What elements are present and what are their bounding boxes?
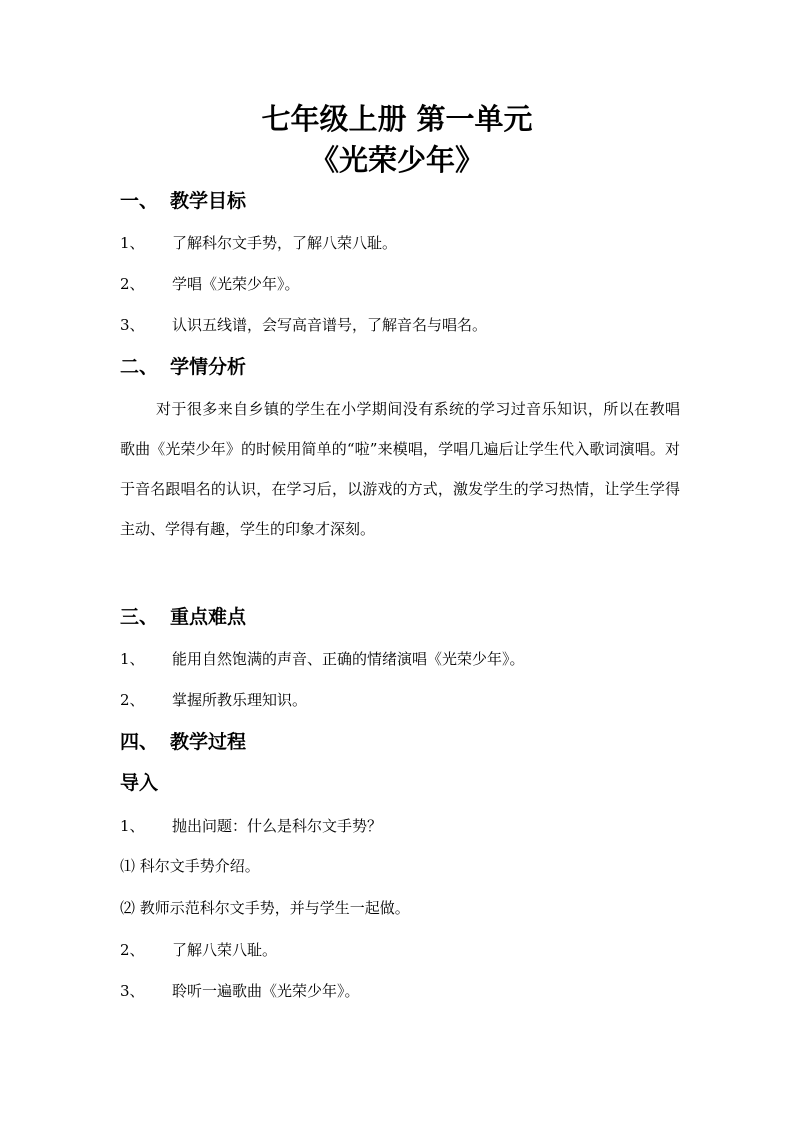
section-label: 重点难点 [170,606,247,628]
list-subitem [120,855,680,877]
list-item [120,815,680,837]
item-number: 1、 [120,234,145,252]
section-heading-analysis [120,354,680,380]
section-number: 二、 [120,356,159,378]
item-text: 学唱《光荣少年》。 [172,275,300,293]
list-item [120,273,680,295]
page-title: 七年级上册 第一单元 [261,102,533,136]
section-label: 教学目标 [170,190,247,212]
item-text: 了解科尔文手势，了解八荣八耻。 [172,234,398,252]
item-number: 2、 [120,275,145,293]
list-item [120,648,680,670]
item-text: 了解八荣八耻。 [172,941,278,959]
item-number: 1、 [120,650,145,668]
section-number: 三、 [120,606,159,628]
section-number: 四、 [120,731,159,753]
section-number: 一、 [120,190,159,212]
section-heading-key-points [120,604,680,630]
item-text: ⑵ 教师示范科尔文手势，并与学生一起做。 [120,899,410,917]
item-number: 1、 [120,817,145,835]
item-number: 3、 [120,316,145,334]
item-text: ⑴ 科尔文手势介绍。 [120,857,260,875]
item-text: 抛出问题：什么是科尔文手势？ [172,817,383,835]
analysis-paragraph: 对于很多来自乡镇的学生在小学期间没有系统的学习过音乐知识，所以在教唱歌曲《光荣少年》的时候用简单的“啦”来模唱，学唱几遍后让学生代入歌词演唱。对于音名跟唱名的认识，在学习后，以游戏的方式，激发学生的学习热情，让学生学得主动、学得有趣，学生的印象才深刻。 [120,400,680,538]
list-item [120,314,680,336]
section-heading-objectives [120,188,680,214]
item-number: 2、 [120,691,145,709]
item-text: 能用自然饱满的声音、正确的情绪演唱《光荣少年》。 [172,650,525,668]
item-number: 3、 [120,982,145,1000]
item-text: 认识五线谱，会写高音谱号，了解音名与唱名。 [172,316,488,334]
list-subitem [120,897,680,919]
section-label: 学情分析 [170,356,247,378]
item-text: 聆听一遍歌曲《光荣少年》。 [172,982,360,1000]
item-number: 2、 [120,941,145,959]
list-item [120,689,680,711]
section-heading-process [120,729,680,755]
section-label: 教学过程 [170,731,247,753]
subheading-intro: 导入 [120,772,159,794]
list-item [120,232,680,254]
item-text: 掌握所教乐理知识。 [172,691,308,709]
list-item [120,980,680,1002]
page-subtitle: 《光荣少年》 [309,143,484,177]
list-item [120,939,680,961]
